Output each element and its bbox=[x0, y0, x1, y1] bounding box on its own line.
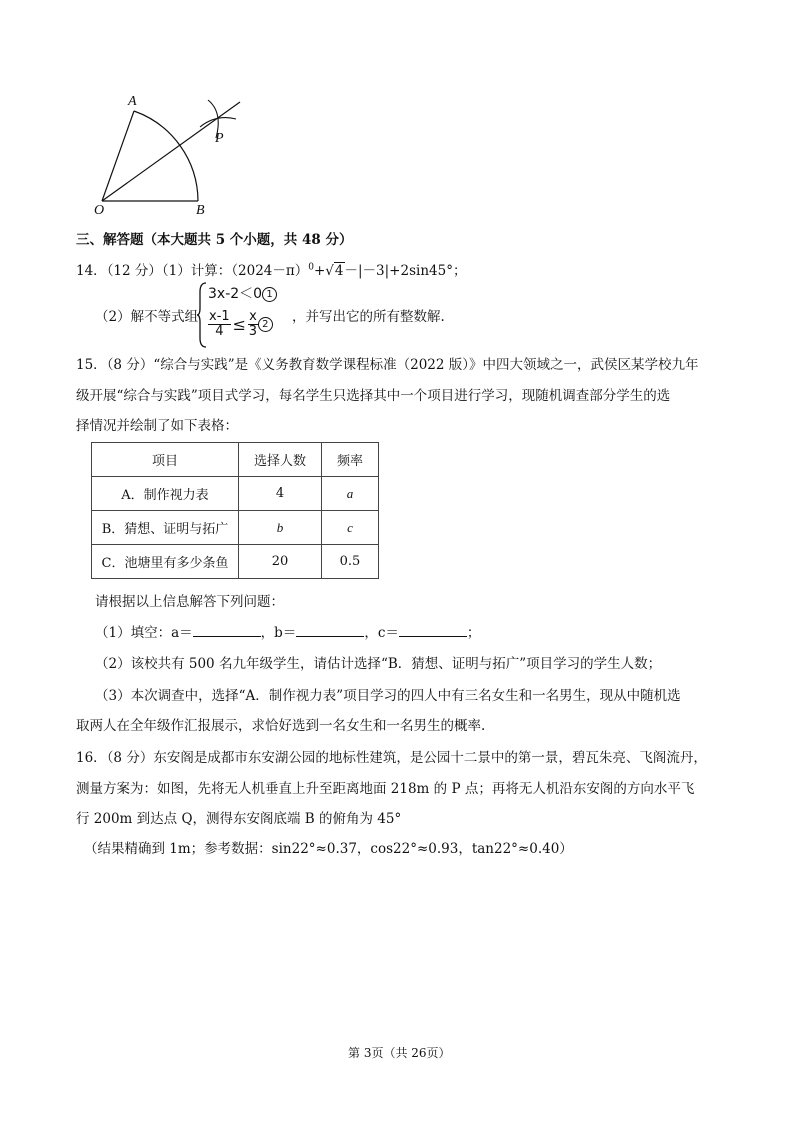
sub1-b-label: b＝ bbox=[274, 625, 297, 641]
q14-part1-rest: －|－3|+2sin45°； bbox=[344, 263, 467, 279]
sub1-c-label: c＝ bbox=[377, 625, 399, 641]
q15-prompt: 请根据以上信息解答下列问题： bbox=[95, 594, 284, 610]
ineq2-left-fraction bbox=[208, 310, 231, 339]
ineq2-tag: 2 bbox=[258, 317, 273, 332]
table-row bbox=[92, 545, 379, 579]
sub1-a-label: a＝ bbox=[171, 625, 193, 641]
blank-b[interactable] bbox=[296, 623, 364, 637]
sub1-end: ； bbox=[466, 625, 481, 641]
q16-line1 bbox=[76, 746, 707, 766]
q15-score: （8 分） bbox=[106, 357, 154, 373]
ineq2-right-den: 3 bbox=[248, 324, 258, 339]
table-header-row bbox=[92, 443, 379, 477]
q16-score: （8 分） bbox=[106, 750, 154, 766]
table-cell: A．制作视力表 bbox=[92, 477, 239, 511]
q15-sub2: （2）该校共有 500 名九年级学生，请估计选择“B．猜想、证明与拓广”项目学习的学生人数； bbox=[95, 656, 662, 672]
table-header: 选择人数 bbox=[239, 443, 322, 477]
page-footer: 第 3页（共 26页） bbox=[348, 1046, 451, 1060]
blank-a[interactable] bbox=[193, 623, 261, 637]
ineq1-tag: 1 bbox=[262, 287, 277, 302]
q14-score: （12 分） bbox=[106, 263, 162, 279]
ineq2-relation: ≤ bbox=[232, 315, 247, 334]
q15-line3: 择情况并绘制了如下表格： bbox=[76, 418, 238, 434]
q14-part1-prefix: （1）计算：（2024－π） bbox=[161, 263, 309, 279]
table-header: 频率 bbox=[322, 443, 379, 477]
table-cell: a bbox=[322, 477, 379, 511]
ray-op bbox=[102, 102, 240, 201]
inequality-1 bbox=[208, 283, 277, 303]
system-brace bbox=[197, 282, 207, 348]
q14-line1 bbox=[76, 259, 466, 279]
ineq1-text: 3x-2＜0 bbox=[208, 286, 263, 302]
q15-sub3-line2: 取两人在全年级作汇报展示，求恰好选到一名女生和一名男生的概率. bbox=[76, 718, 486, 734]
q15-line1 bbox=[76, 353, 699, 373]
table-cell: 0.5 bbox=[322, 545, 379, 579]
q15-text1: “综合与实践”是《义务教育数学课程标准（2022 版）》中四大领域之一，武侯区某学校九年 bbox=[153, 357, 699, 373]
q16-text1: 东安阁是成都市东安湖公园的地标性建筑，是公园十二景中的第一景，碧瓦朱亮、飞阁流丹， bbox=[153, 750, 707, 766]
table-cell: 20 bbox=[239, 545, 322, 579]
q14-number: 14． bbox=[76, 263, 107, 279]
table-cell: C．池塘里有多少条鱼 bbox=[92, 545, 239, 579]
label-b: B bbox=[196, 203, 205, 218]
table-cell: B．猜想、证明与拓广 bbox=[92, 511, 239, 545]
table-row bbox=[92, 477, 379, 511]
table-cell: c bbox=[322, 511, 379, 545]
ineq2-left-den: 4 bbox=[215, 324, 224, 339]
section-title: 三、解答题（本大题共 5 个小题，共 48 分） bbox=[76, 232, 353, 248]
q16-line2: 测量方案为：如图，先将无人机垂直上升至距离地面 218m 的 P 点；再将无人机沿东安阁的方向水平飞 bbox=[76, 781, 695, 797]
inequality-2 bbox=[208, 310, 273, 339]
q14-part2-suffix: ，并写出它的所有整数解. bbox=[292, 309, 445, 325]
table-cell: 4 bbox=[239, 477, 322, 511]
table-header: 项目 bbox=[92, 443, 239, 477]
table-cell: b bbox=[239, 511, 322, 545]
segment-oa bbox=[102, 111, 134, 201]
q16-number: 16． bbox=[76, 750, 107, 766]
q14-part2-prefix: （2）解不等式组 bbox=[95, 309, 199, 325]
ineq2-right-fraction bbox=[248, 310, 258, 339]
q16-line3: 行 200m 到达点 Q，测得东安阁底端 B 的俯角为 45° bbox=[76, 811, 402, 827]
q15-sub1: （1）填空：a＝ ，b＝ ，c＝ ； bbox=[95, 625, 481, 641]
q14-exponent: 0 bbox=[308, 262, 314, 273]
table-row bbox=[92, 511, 379, 545]
geometry-figure bbox=[88, 92, 248, 222]
q15-number: 15． bbox=[76, 357, 107, 373]
label-o: O bbox=[94, 203, 105, 218]
label-p: P bbox=[215, 131, 224, 146]
blank-c[interactable] bbox=[399, 623, 467, 637]
q15-sub3-line1: （3）本次调查中，选择“A．制作视力表”项目学习的四人中有三名女生和一名男生，现从中随机选 bbox=[95, 688, 681, 704]
ineq2-left-num: x-1 bbox=[209, 309, 230, 324]
sqrt-value: 4 bbox=[334, 263, 344, 279]
q16-line4: （结果精确到 1m；参考数据：sin22°≈0.37，cos22°≈0.93，tan22°≈0.40） bbox=[84, 841, 573, 857]
label-a: A bbox=[128, 94, 137, 109]
q14-plus: + bbox=[313, 263, 326, 279]
sub1-prefix: （1）填空： bbox=[95, 625, 172, 641]
survey-table bbox=[91, 442, 379, 579]
ineq2-right-num: x bbox=[249, 309, 257, 324]
sqrt-symbol: √ bbox=[325, 263, 334, 279]
q15-line2: 级开展“综合与实践”项目式学习，每名学生只选择其中一个项目进行学习，现随机调查部分学生的选 bbox=[76, 388, 671, 404]
arc-ab bbox=[134, 111, 198, 201]
